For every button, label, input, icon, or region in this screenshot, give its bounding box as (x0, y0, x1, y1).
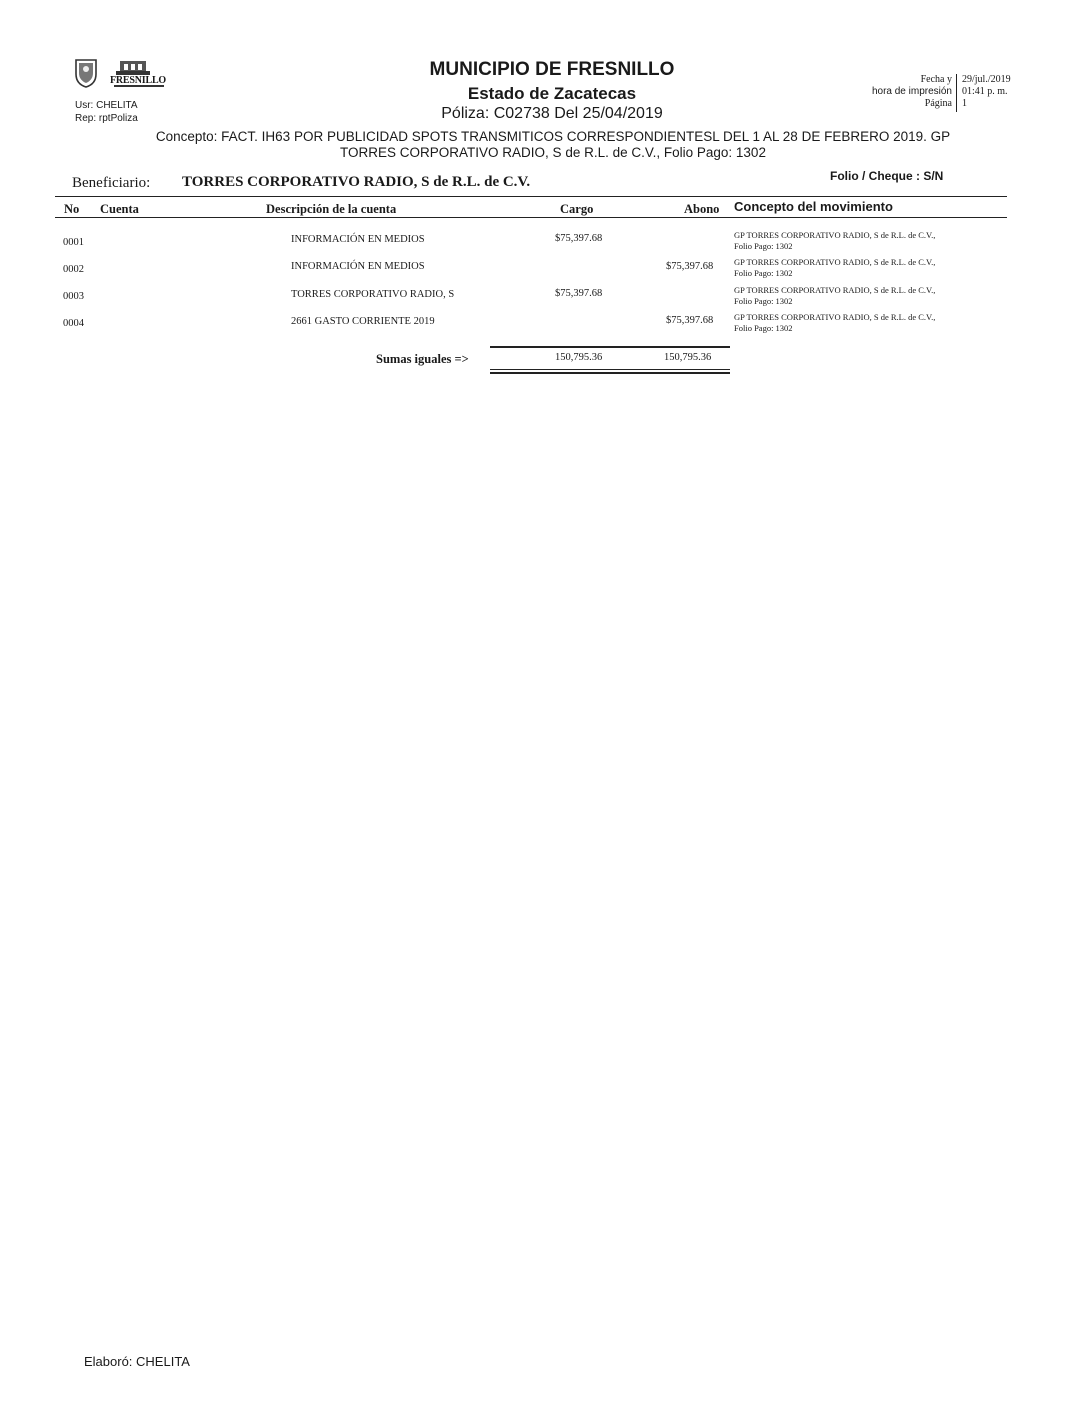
col-header-concepto: Concepto del movimiento (734, 199, 893, 214)
row-movimiento-line-1: GP TORRES CORPORATIVO RADIO, S de R.L. de C.V., (734, 285, 936, 295)
page-number: 1 (962, 98, 967, 109)
elaboro-footer: Elaboró: CHELITA (84, 1354, 190, 1369)
totals-bottom-rule (490, 369, 730, 370)
col-header-cargo: Cargo (560, 202, 594, 216)
col-header-no: No (64, 202, 80, 216)
row-movimiento-line-2: Folio Pago: 1302 (734, 241, 793, 251)
row-abono: $75,397.68 (666, 261, 714, 272)
table-top-rule (55, 196, 1007, 197)
row-cargo: $75,397.68 (555, 288, 603, 299)
row-movimiento (734, 230, 935, 252)
pagina-label: Página (924, 98, 952, 109)
row-descripcion: 2661 GASTO CORRIENTE 2019 (291, 316, 435, 327)
concepto-text (98, 129, 1008, 161)
fresnillo-logo-text: FRESNILLO (110, 75, 166, 86)
row-descripcion: INFORMACIÓN EN MEDIOS (291, 234, 425, 245)
user-label: Usr: CHELITA (75, 100, 138, 111)
sumas-iguales-label: Sumas iguales => (376, 352, 469, 366)
print-date-labels (872, 74, 952, 110)
table-header-rule (55, 217, 1007, 218)
row-movimiento-line-2: Folio Pago: 1302 (734, 323, 793, 333)
poliza-number: Póliza: C02738 Del 25/04/2019 (441, 105, 663, 122)
row-movimiento-line-1: GP TORRES CORPORATIVO RADIO, S de R.L. de C.V., (734, 312, 936, 322)
row-abono: $75,397.68 (666, 315, 714, 326)
report-label: Rep: rptPoliza (75, 113, 138, 124)
row-movimiento (734, 257, 935, 279)
row-cargo: $75,397.68 (555, 233, 603, 244)
page-title: MUNICIPIO DE FRESNILLO (429, 59, 675, 80)
totals-bottom-rule-double (490, 372, 730, 374)
print-date-values (962, 74, 1011, 110)
row-movimiento (734, 285, 935, 307)
row-movimiento (734, 312, 935, 334)
print-date: 29/jul./2019 (962, 74, 1011, 85)
row-descripcion: TORRES CORPORATIVO RADIO, S (291, 289, 455, 300)
fecha-label: Fecha y (920, 74, 952, 85)
concepto-line-2: TORRES CORPORATIVO RADIO, S de R.L. de C.V., Folio Pago: 1302 (340, 145, 766, 160)
beneficiario-value: TORRES CORPORATIVO RADIO, S de R.L. de C.V. (182, 174, 531, 190)
totals-top-rule (490, 346, 730, 348)
folio-cheque: Folio / Cheque : S/N (830, 169, 944, 183)
row-movimiento-line-2: Folio Pago: 1302 (734, 296, 793, 306)
beneficiario-label: Beneficiario: (72, 175, 151, 191)
print-date-divider (956, 74, 957, 112)
col-header-abono: Abono (684, 202, 720, 216)
col-header-descripcion: Descripción de la cuenta (266, 202, 397, 216)
page-subtitle: Estado de Zacatecas (467, 84, 637, 103)
sumas-abono: 150,795.36 (664, 352, 712, 363)
concepto-line-1: Concepto: FACT. IH63 POR PUBLICIDAD SPOTS TRANSMITICOS CORRESPONDIENTESL DEL 1 AL 28 DE FEBRERO 2019. GP (155, 129, 951, 144)
sumas-cargo: 150,795.36 (555, 352, 603, 363)
row-no: 0004 (63, 318, 84, 329)
row-movimiento-line-1: GP TORRES CORPORATIVO RADIO, S de R.L. de C.V., (734, 257, 936, 267)
row-descripcion: INFORMACIÓN EN MEDIOS (291, 261, 425, 272)
row-no: 0001 (63, 237, 84, 248)
row-no: 0003 (63, 291, 84, 302)
row-movimiento-line-2: Folio Pago: 1302 (734, 268, 793, 278)
print-time: 01:41 p. m. (962, 86, 1008, 97)
hora-label: hora de impresión (871, 86, 952, 97)
row-no: 0002 (63, 264, 84, 275)
col-header-cuenta: Cuenta (100, 202, 139, 216)
row-movimiento-line-1: GP TORRES CORPORATIVO RADIO, S de R.L. de C.V., (734, 230, 936, 240)
